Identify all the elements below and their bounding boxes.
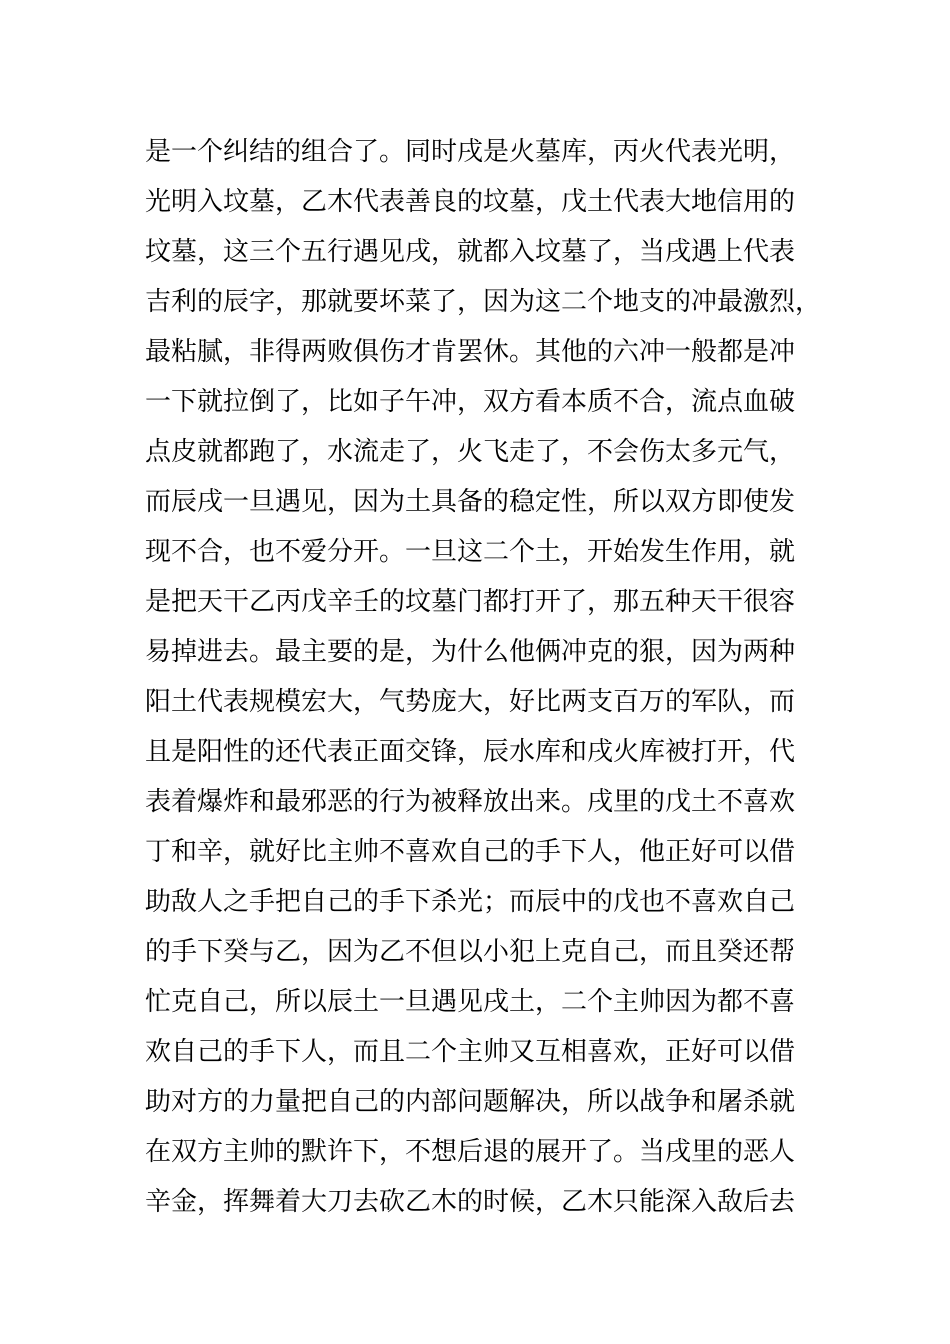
text-line: 坟墓，这三个五行遇见戌，就都入坟墓了，当戌遇上代表 <box>145 237 796 267</box>
text-line: 吉利的辰字，那就要坏菜了，因为这二个地支的冲最激烈， <box>145 287 822 317</box>
text-line: 阳土代表规模宏大，气势庞大，好比两支百万的军队，而 <box>145 687 796 717</box>
text-line: 丁和辛，就好比主帅不喜欢自己的手下人，他正好可以借 <box>145 837 796 867</box>
text-line: 助敌人之手把自己的手下杀光；而辰中的戊也不喜欢自己 <box>145 887 796 917</box>
text-line: 是把天干乙丙戊辛壬的坟墓门都打开了，那五种天干很容 <box>145 587 796 617</box>
text-line: 忙克自己，所以辰土一旦遇见戌土，二个主帅因为都不喜 <box>145 987 796 1017</box>
text-line: 的手下癸与乙，因为乙不但以小犯上克自己，而且癸还帮 <box>145 937 796 967</box>
body-text <box>145 127 825 1227</box>
text-line: 光明入坟墓，乙木代表善良的坟墓，戊土代表大地信用的 <box>145 187 796 217</box>
text-line: 在双方主帅的默许下，不想后退的展开了。当戌里的恶人 <box>145 1137 796 1167</box>
text-line: 一下就拉倒了，比如子午冲，双方看本质不合，流点血破 <box>145 387 796 417</box>
text-line: 欢自己的手下人，而且二个主帅又互相喜欢，正好可以借 <box>145 1037 796 1067</box>
text-line: 易掉进去。最主要的是，为什么他俩冲克的狠，因为两种 <box>145 637 796 667</box>
text-line: 助对方的力量把自己的内部问题解决，所以战争和屠杀就 <box>145 1087 796 1117</box>
text-line: 最粘腻，非得两败俱伤才肯罢休。其他的六冲一般都是冲 <box>145 337 796 367</box>
text-line: 现不合，也不爱分开。一旦这二个土，开始发生作用，就 <box>145 537 796 567</box>
text-line: 而辰戌一旦遇见，因为土具备的稳定性，所以双方即使发 <box>145 487 796 517</box>
text-line: 且是阳性的还代表正面交锋，辰水库和戌火库被打开，代 <box>145 737 796 767</box>
text-line: 辛金，挥舞着大刀去砍乙木的时候，乙木只能深入敌后去 <box>145 1187 796 1217</box>
text-line: 点皮就都跑了，水流走了，火飞走了，不会伤太多元气， <box>145 437 796 467</box>
text-line: 是一个纠结的组合了。同时戌是火墓库，丙火代表光明， <box>145 137 796 167</box>
text-line: 表着爆炸和最邪恶的行为被释放出来。戌里的戊土不喜欢 <box>145 787 796 817</box>
